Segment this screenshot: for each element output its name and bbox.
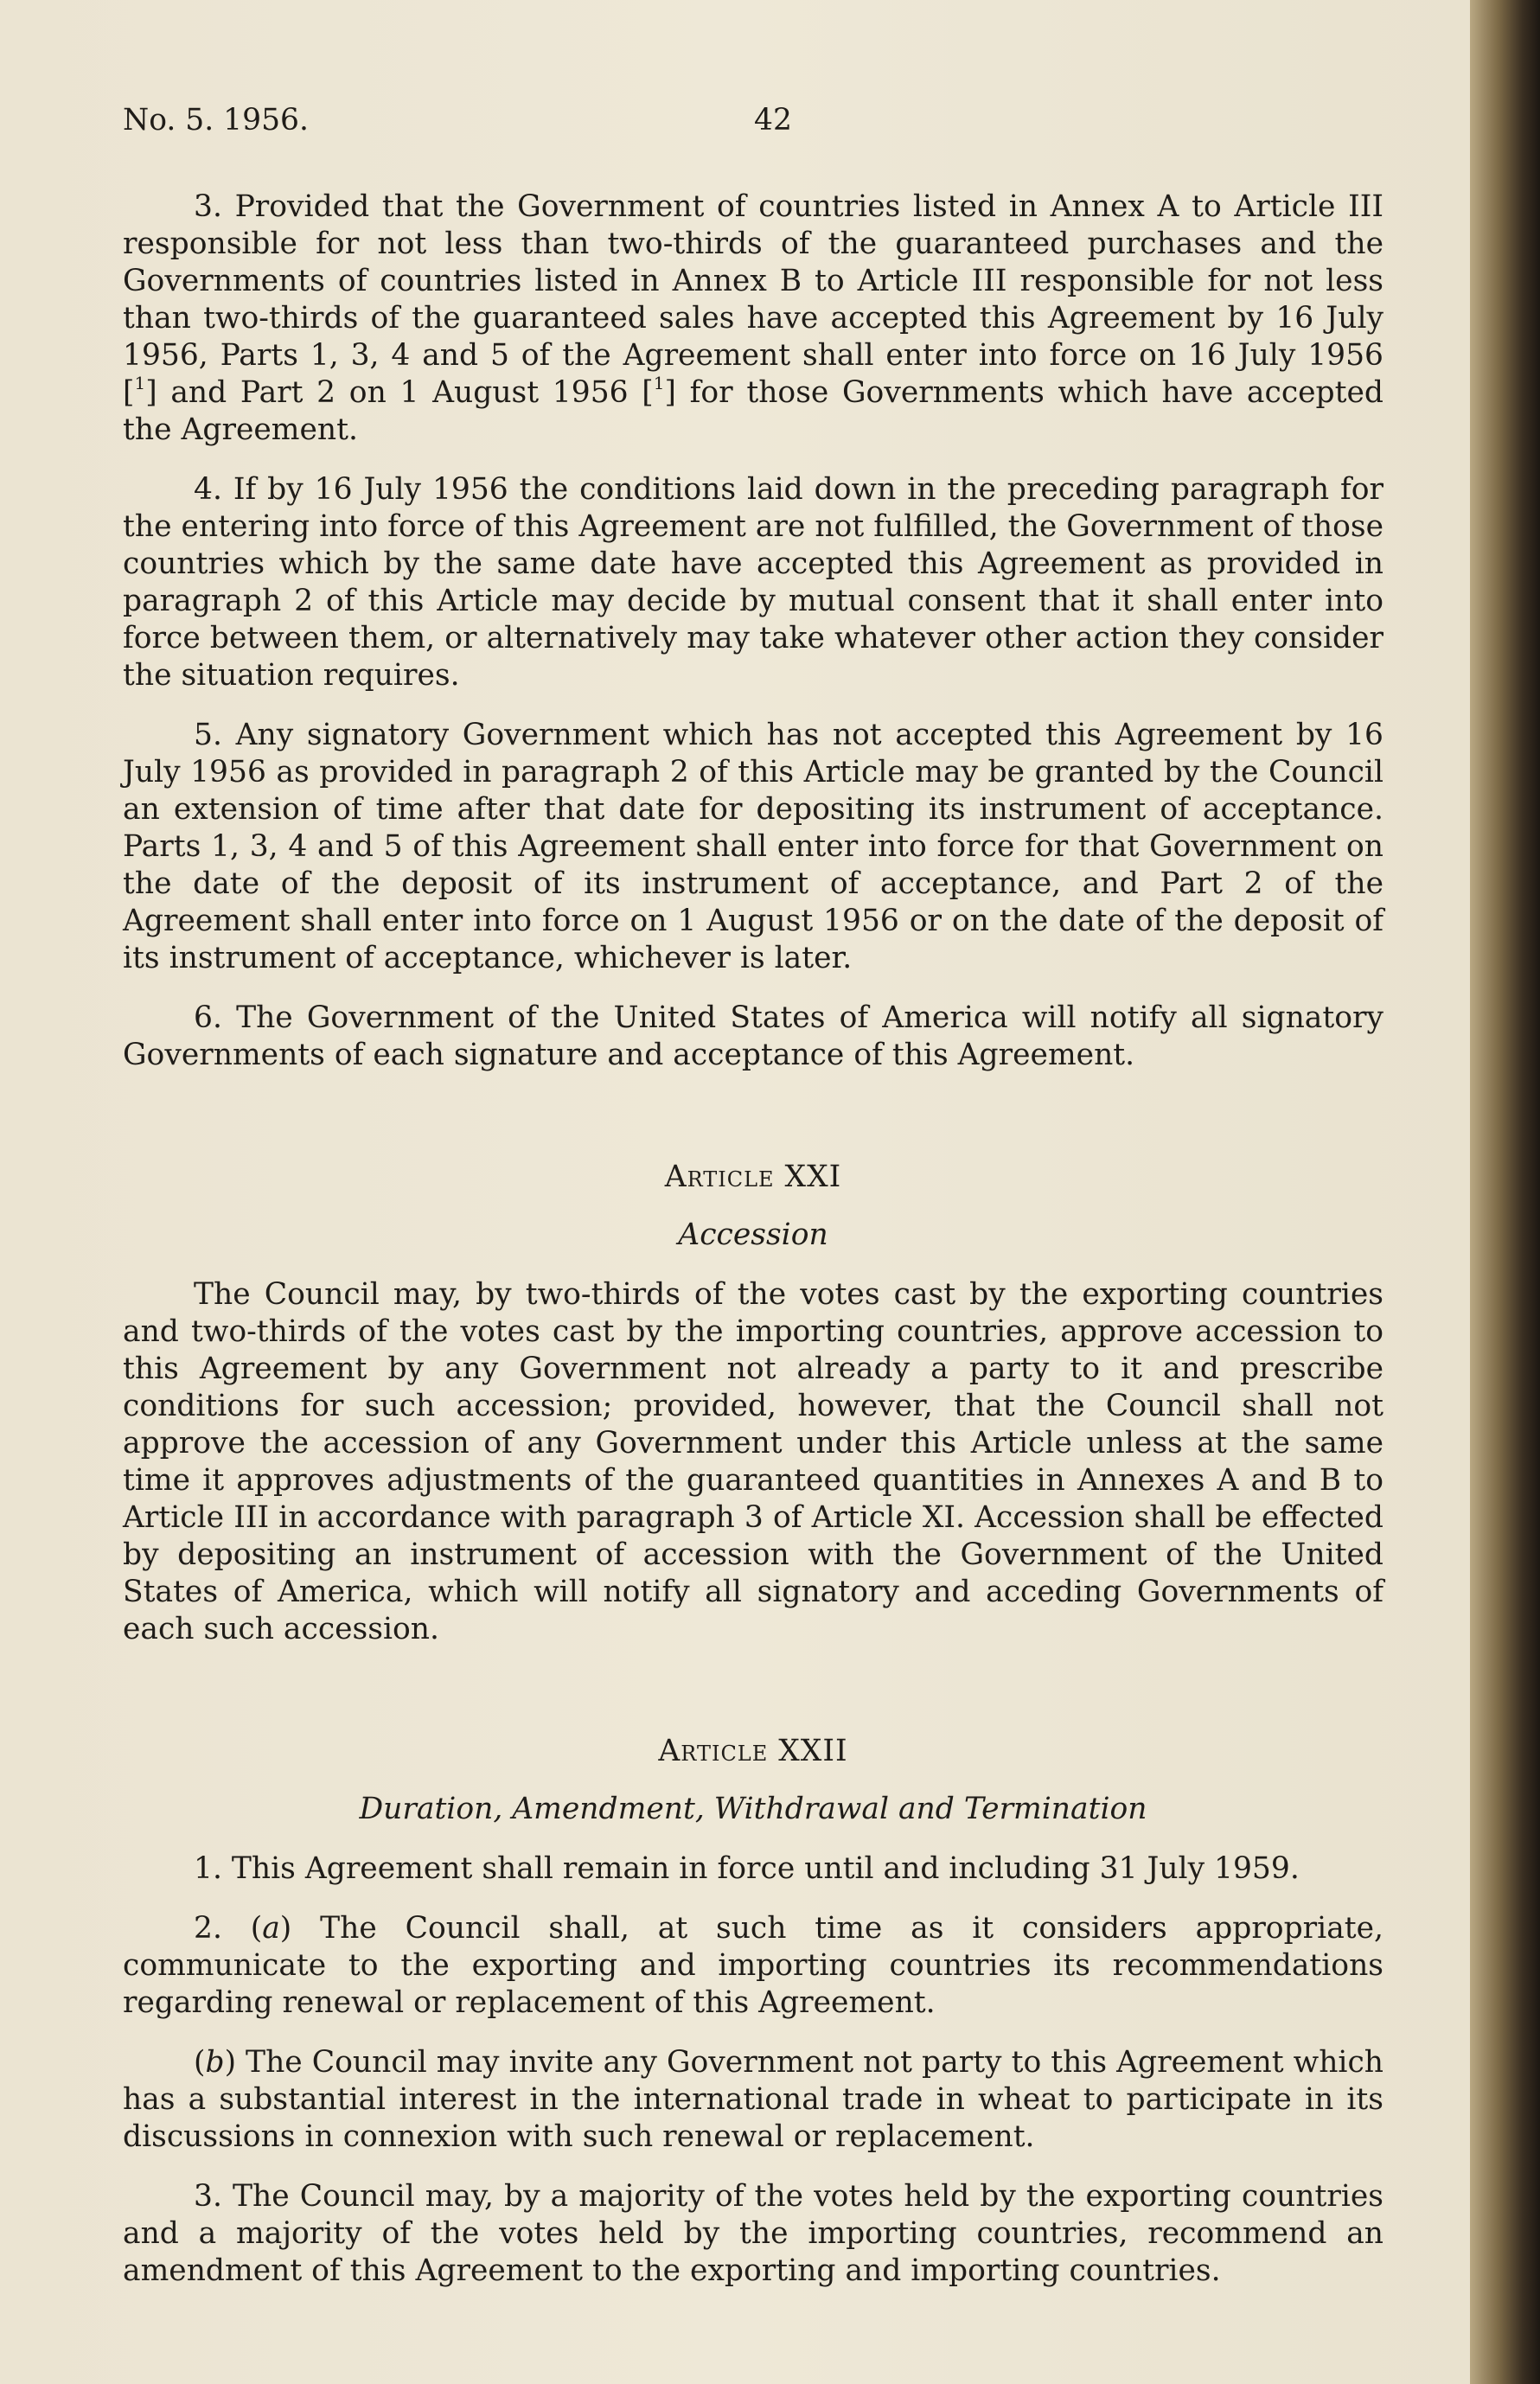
- article-xxii-paragraph-2a: [123, 1910, 1383, 2022]
- paragraph-2b-text: ) The Council may invite any Government not party to this Agreement which has a substantial interest in the international trade in wheat to participate in its discussions in connexion with such renewal or replacement.: [123, 2045, 1383, 2154]
- footnote-ref-number: 1: [653, 373, 665, 393]
- paragraph-2b-letter: b: [205, 2045, 225, 2080]
- article-xxii-paragraph-2b: [123, 2044, 1383, 2156]
- article-xxii-paragraph-3: 3. The Council may, by a majority of the votes held by the exporting countries and a majority of the votes held by the importing countries, recommend an amendment of this Agreement to the exporting and importing countries.: [123, 2179, 1383, 2288]
- article-xxii-title: Article XXII: [658, 1734, 848, 1768]
- paragraph-2a-text: ) The Council shall, at such time as it considers appropriate, communicate to the exporting and importing countries its recommendations regarding renewal or replacement of this Agreement.: [123, 1911, 1384, 2020]
- paragraph-3: [123, 189, 1383, 449]
- article-xxii-paragraph-1: 1. This Agreement shall remain in force until and including 31 July 1959.: [194, 1851, 1300, 1886]
- footnote-ref-close: ]: [145, 375, 157, 410]
- footnote-ref-open: [: [123, 375, 135, 410]
- paragraph-2a-letter: a: [262, 1911, 280, 1946]
- issue-label: No. 5. 1956.: [123, 103, 309, 137]
- article-xxi-subtitle: Accession: [678, 1218, 828, 1252]
- paragraph-6: 6. The Government of the United States of America will notify all signatory Governments of each signature and acceptance of this Agreement.: [123, 1000, 1383, 1072]
- footnote-ref-open: [: [642, 375, 654, 410]
- page-header: [123, 102, 1383, 144]
- paragraph-2a-number: 2. (: [194, 1911, 263, 1946]
- paragraph-5: 5. Any signatory Government which has not accepted this Agreement by 16 July 1956 as provided in paragraph 2 of this Article may be granted by the Council an extension of time after that date for depositing its instrument of acceptance. Parts 1, 3, 4 and 5 of this Agreement shall enter into force for that Government on the date of the deposit of its instrument of acceptance, and Part 2 of the Agreement shall enter into force on 1 August 1956 or on the date of the deposit of its instrument of acceptance, whichever is later.: [123, 718, 1383, 975]
- article-xxi-text: The Council may, by two-thirds of the votes cast by the exporting countries and two-thirds of the votes cast by the importing countries, approve accession to this Agreement by any Government not already a party to it and prescribe conditions for such accession; provided, however, that the Council shall not approve the accession of any Government under this Article unless at the same time it approves adjustments of the guaranteed quantities in Annexes A and B to Article III in accordance with paragraph 3 of Article XI. Accession shall be effected by depositing an instrument of accession with the Government of the United States of America, which will notify all signatory and acceding Governments of each such accession.: [123, 1277, 1383, 1646]
- paragraph-3-text-c: for those Governments which have accepted the Agreement.: [123, 375, 1384, 447]
- footnote-ref-close: ]: [664, 375, 676, 410]
- paragraph-2b-open: (: [194, 2045, 206, 2080]
- paragraph-3-text-b: and Part 2 on 1 August 1956: [157, 375, 642, 410]
- article-xxi-title: Article XXI: [664, 1160, 842, 1194]
- book-spine-edge: [1470, 0, 1540, 2384]
- page-number: 42: [754, 103, 792, 137]
- paragraph-3-text-a: 3. Provided that the Government of countries listed in Annex A to Article III responsible for not less than two-thirds of the guaranteed purchases and the Governments of countries listed in Annex B to Article III responsible for not less than two-thirds of the guaranteed sales have accepted this Agreement by 16 July 1956, Parts 1, 3, 4 and 5 of the Agreement shall enter into force on 16 July 1956: [123, 189, 1383, 373]
- paragraph-4: 4. If by 16 July 1956 the conditions laid down in the preceding paragraph for the entering into force of this Agreement are not fulfilled, the Government of those countries which by the same date have accepted this Agreement as provided in paragraph 2 of this Article may decide by mutual consent that it shall enter into force between them, or alternatively may take whatever other action they consider the situation requires.: [123, 472, 1383, 693]
- footnote-ref-number: 1: [134, 373, 146, 393]
- article-xxii-subtitle: Duration, Amendment, Withdrawal and Termination: [359, 1792, 1147, 1826]
